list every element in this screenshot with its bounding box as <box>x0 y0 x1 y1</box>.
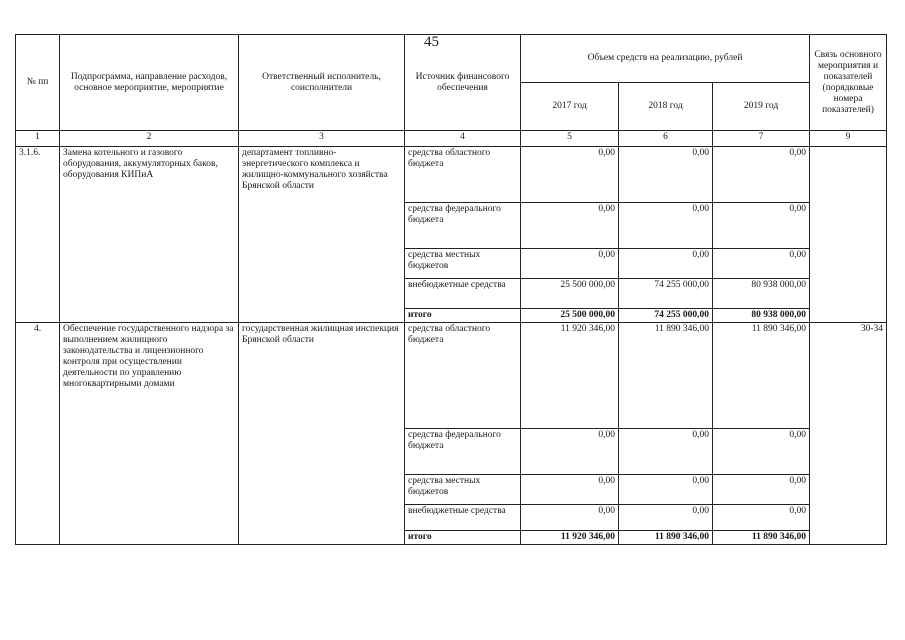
column-index: 4 <box>405 131 521 147</box>
amount-2017: 0,00 <box>521 429 619 475</box>
column-index: 6 <box>619 131 713 147</box>
amount-2017: 0,00 <box>521 203 619 249</box>
item-number: 4. <box>16 323 60 545</box>
funding-source: внебюджетные средства <box>405 279 521 309</box>
total-2018: 74 255 000,00 <box>619 309 713 323</box>
header-year-2017: 2017 год <box>521 83 619 131</box>
amount-2017: 0,00 <box>521 505 619 531</box>
header-amount: Объем средств на реализацию, рублей <box>521 35 810 83</box>
column-index: 3 <box>239 131 405 147</box>
column-index: 2 <box>60 131 239 147</box>
funding-source: средства областного бюджета <box>405 323 521 429</box>
amount-2017: 0,00 <box>521 147 619 203</box>
column-index-row <box>16 131 887 147</box>
amount-2017: 25 500 000,00 <box>521 279 619 309</box>
header-year-2019: 2019 год <box>713 83 810 131</box>
header-link: Связь основного мероприятия и показателей (порядковые номера показателей) <box>810 35 887 131</box>
column-index: 9 <box>810 131 887 147</box>
total-2018: 11 890 346,00 <box>619 531 713 545</box>
page-number: 45 <box>424 34 439 50</box>
amount-2018: 11 890 346,00 <box>619 323 713 429</box>
amount-2019: 11 890 346,00 <box>713 323 810 429</box>
funding-source-total: итого <box>405 531 521 545</box>
funding-source: средства федерального бюджета <box>405 429 521 475</box>
item-name: Обеспечение государственного надзора за выполнением жилищного законодательства и лицензионного контроля при осуществлении деятельности по управлению многоквартирными домами <box>60 323 239 545</box>
total-2017: 25 500 000,00 <box>521 309 619 323</box>
amount-2018: 0,00 <box>619 249 713 279</box>
header-executor: Ответственный исполнитель, соисполнители <box>239 35 405 131</box>
column-index: 5 <box>521 131 619 147</box>
amount-2019: 0,00 <box>713 505 810 531</box>
indicator-link: 30-34 <box>810 323 887 545</box>
amount-2018: 0,00 <box>619 429 713 475</box>
amount-2018: 0,00 <box>619 475 713 505</box>
funding-source: средства федерального бюджета <box>405 203 521 249</box>
table-row <box>16 323 887 429</box>
amount-2017: 11 920 346,00 <box>521 323 619 429</box>
header-source: Источник финансового обеспечения <box>405 35 521 131</box>
amount-2019: 0,00 <box>713 147 810 203</box>
funding-source: внебюджетные средства <box>405 505 521 531</box>
indicator-link <box>810 147 887 323</box>
funding-source-total: итого <box>405 309 521 323</box>
amount-2017: 0,00 <box>521 249 619 279</box>
total-2019: 11 890 346,00 <box>713 531 810 545</box>
amount-2019: 0,00 <box>713 203 810 249</box>
column-index: 1 <box>16 131 60 147</box>
header-program: Подпрограмма, направление расходов, основное мероприятие, мероприятие <box>60 35 239 131</box>
amount-2019: 80 938 000,00 <box>713 279 810 309</box>
budget-table <box>15 34 887 545</box>
item-executor: департамент топливно-энергетического комплекса и жилищно-коммунального хозяйства Брянской области <box>239 147 405 323</box>
amount-2018: 0,00 <box>619 203 713 249</box>
amount-2019: 0,00 <box>713 249 810 279</box>
item-name: Замена котельного и газового оборудования, аккумуляторных баков, оборудования КИПиА <box>60 147 239 323</box>
column-index: 7 <box>713 131 810 147</box>
funding-source: средства областного бюджета <box>405 147 521 203</box>
amount-2019: 0,00 <box>713 429 810 475</box>
total-2017: 11 920 346,00 <box>521 531 619 545</box>
header-no: № пп <box>16 35 60 131</box>
amount-2018: 74 255 000,00 <box>619 279 713 309</box>
header-year-2018: 2018 год <box>619 83 713 131</box>
item-number: 3.1.6. <box>16 147 60 323</box>
total-2019: 80 938 000,00 <box>713 309 810 323</box>
item-executor: государственная жилищная инспекция Брянской области <box>239 323 405 545</box>
funding-source: средства местных бюджетов <box>405 475 521 505</box>
amount-2018: 0,00 <box>619 147 713 203</box>
amount-2018: 0,00 <box>619 505 713 531</box>
amount-2017: 0,00 <box>521 475 619 505</box>
table-row <box>16 147 887 203</box>
funding-source: средства местных бюджетов <box>405 249 521 279</box>
amount-2019: 0,00 <box>713 475 810 505</box>
